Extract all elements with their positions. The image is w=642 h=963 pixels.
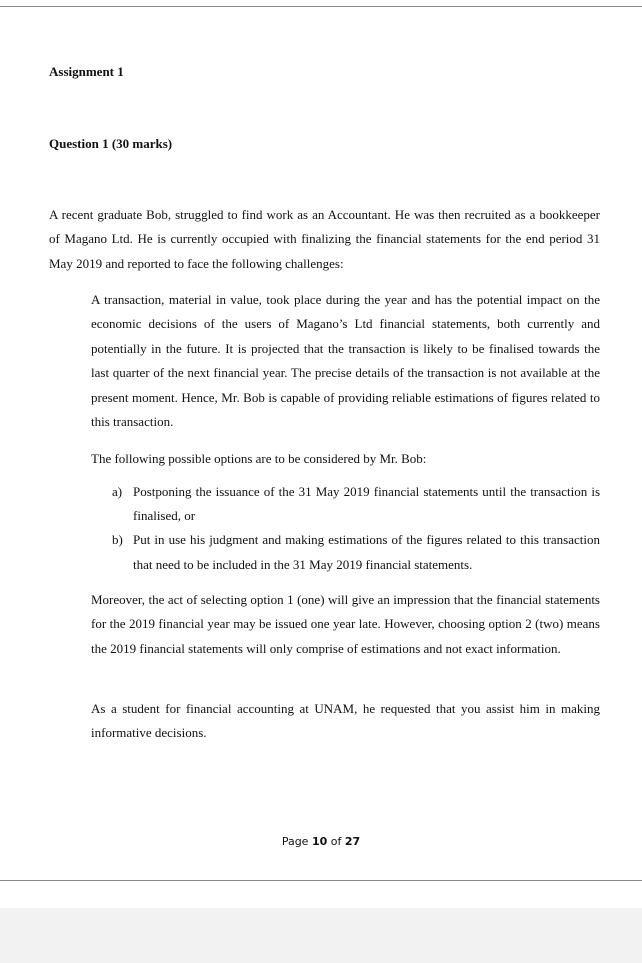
question-title: Question 1 (30 marks) bbox=[49, 136, 173, 151]
page-number bbox=[0, 835, 642, 848]
moreover-paragraph: Moreover, the act of selecting option 1 (one) will give an impression that the financial statements for the 2019 financial year may be issued one year late. However, choosing option 2 (two) means the 2019 financial statements will only comprise of estimations and not exact information. bbox=[91, 592, 600, 656]
option-marker: a) bbox=[112, 484, 123, 499]
option-a bbox=[112, 480, 600, 528]
option-text: Postponing the issuance of the 31 May 2019 financial statements until the transaction is finalised, or bbox=[133, 484, 600, 524]
option-marker: b) bbox=[112, 532, 123, 548]
page-prefix: Page bbox=[281, 835, 309, 848]
options-list bbox=[112, 480, 600, 577]
document-page bbox=[0, 7, 642, 880]
page-of: of bbox=[330, 835, 342, 848]
options-intro: The following possible options are to be considered by Mr. Bob: bbox=[91, 451, 427, 466]
intro-paragraph: A recent graduate Bob, struggled to find work as an Accountant. He was then recruited as a bookkeeper of Magano Ltd. He is currently occupied with finalizing the financial statements for the end period 31 May 2019 and reported to face the following challenges: bbox=[49, 207, 600, 271]
request-paragraph: As a student for financial accounting at UNAM, he requested that you assist him in making informative decisions. bbox=[91, 701, 600, 741]
transaction-paragraph: A transaction, material in value, took place during the year and has the potential impact on the economic decisions of the users of Magano’s Ltd financial statements, both currently and potentially in the future. It is projected that the transaction is likely to be finalised towards the last quarter of the next financial year. The precise details of the transaction is not available at the present moment. Hence, Mr. Bob is capable of providing reliable estimations of figures related to this transaction. bbox=[91, 292, 600, 430]
option-text: Put in use his judgment and making estimations of the figures related to this transaction that need to be included in the 31 May 2019 financial statements. bbox=[133, 532, 600, 572]
current-page: 10 bbox=[311, 835, 328, 848]
option-b bbox=[112, 528, 600, 576]
total-pages: 27 bbox=[344, 835, 361, 848]
assignment-heading: Assignment 1 bbox=[49, 64, 124, 79]
viewer-background bbox=[0, 908, 642, 963]
